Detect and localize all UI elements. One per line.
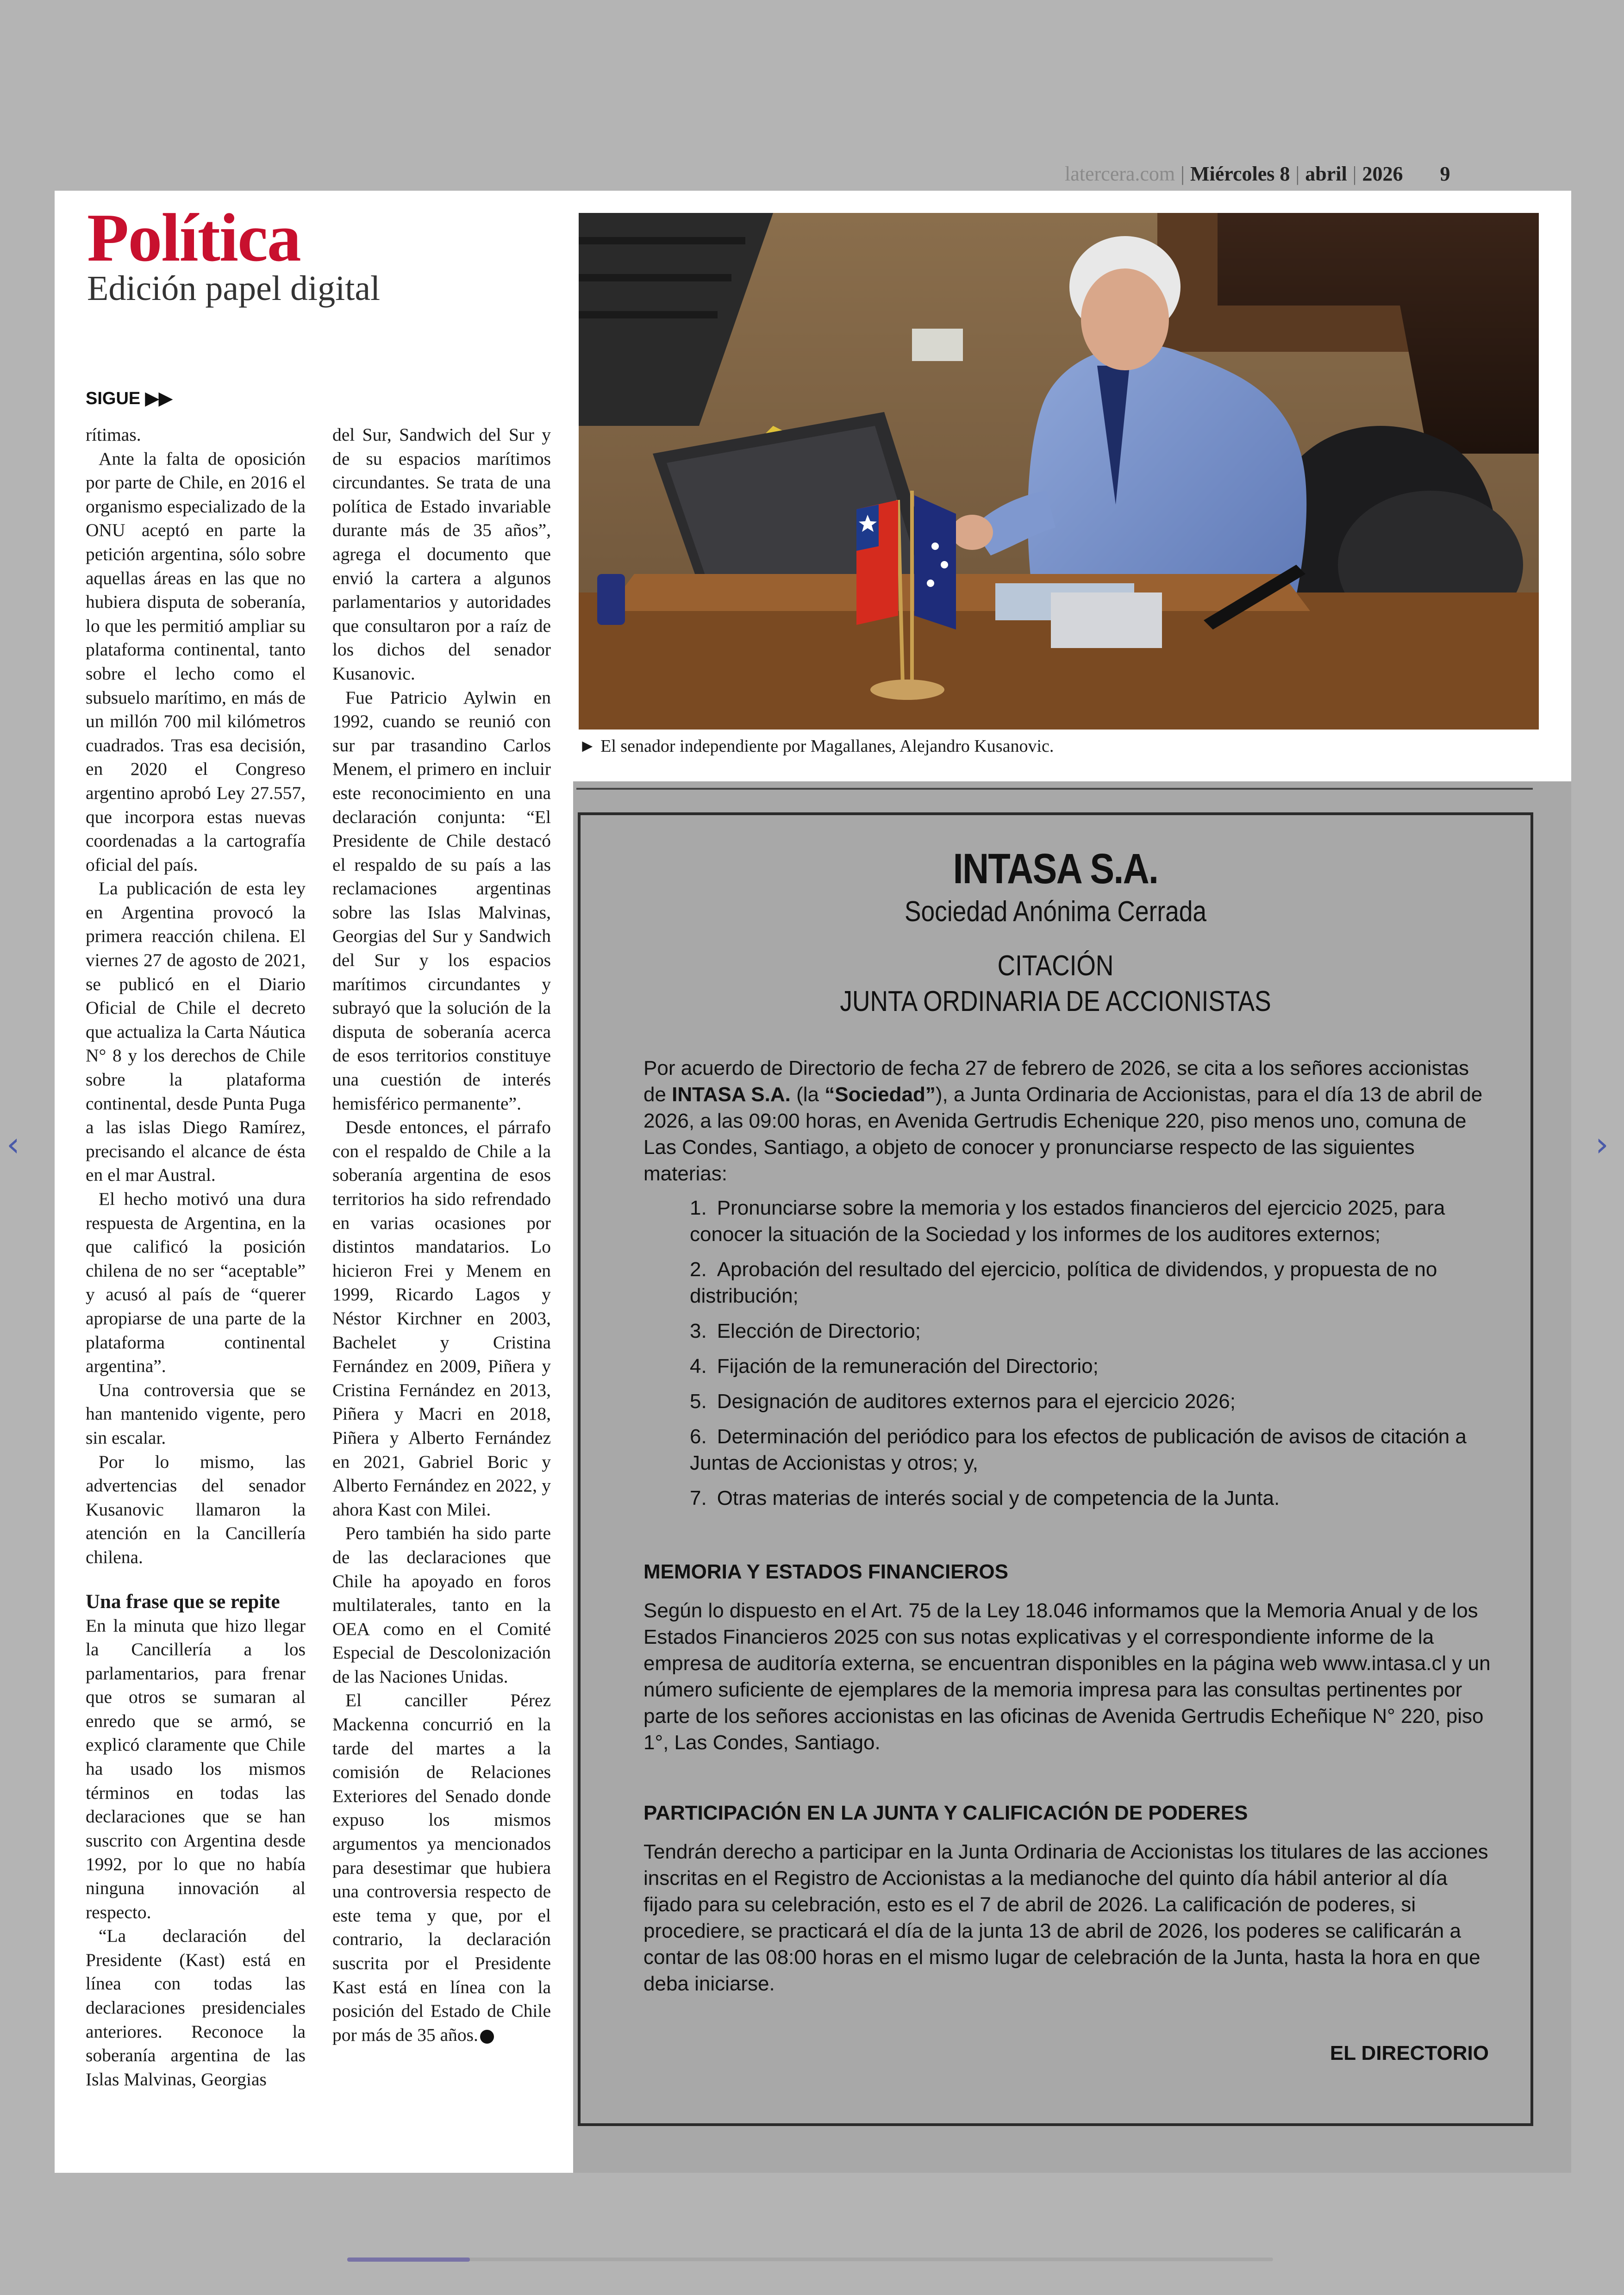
article-paragraph-last <box>332 1689 551 2047</box>
notice-company: INTASA S.A. <box>953 845 1158 892</box>
article-paragraph: del Sur, Sandwich del Sur y de su espacios marítimos circundantes. Se trata de una política de Estado invariable durante más de 35 años”, agrega el documento que envió la cartera a algunos parlamentarios y autoridades que consultaron por a raíz de los dichos del senador Kusanovic. <box>332 424 551 684</box>
notice-intro-text: (la <box>790 1083 825 1106</box>
article-paragraph: “La declaración del Presidente (Kast) está en línea con todas las declaraciones presidenciales anteriores. Reconoce la soberanía argentina de las Islas Malvinas, Georgias <box>86 1926 306 2089</box>
agenda-item-number: 5. <box>690 1390 707 1413</box>
article-paragraph: Pero también ha sido parte de las declaraciones que Chile ha apoyado en foros multilaterales, tanto en la OEA como en el Comité Especial de Descolonización de las Naciones Unidas. <box>332 1523 551 1687</box>
continue-label: SIGUE ▶▶ <box>86 389 173 408</box>
notice-meeting-title: JUNTA ORDINARIA DE ACCIONISTAS <box>840 985 1271 1017</box>
header-weekday: Miércoles 8 <box>1190 162 1290 185</box>
photo-caption: ► El senador independiente por Magallanes, Alejandro Kusanovic. <box>579 736 1054 756</box>
agenda-list <box>690 1195 1491 1520</box>
notice-signature: EL DIRECTORIO <box>1330 2042 1489 2064</box>
agenda-item-text: Otras materias de interés social y de competencia de la Junta. <box>717 1487 1280 1509</box>
notice-intro-text: ), a Junta Ordinaria de Accionistas, para el día 13 de abril de 2026, a las 09:00 horas, en Avenida Gertrudis Echenique 220, piso menos uno, comuna de Las Condes, Santiago, a objeto de conocer y pronunciarse respecto de las siguientes materias: <box>643 1083 1483 1185</box>
agenda-item-text: Aprobación del resultado del ejercicio, política de dividendos, y propuesta de no distribución; <box>690 1258 1437 1307</box>
article-column-1 <box>86 423 306 2091</box>
article-photo <box>579 213 1539 730</box>
end-of-article-icon <box>480 2030 494 2044</box>
agenda-item-number: 1. <box>690 1197 707 1219</box>
section-title: Política <box>87 200 300 276</box>
header-separator: | <box>1352 162 1357 185</box>
memoria-text: Según lo dispuesto en el Art. 75 de la Ley 18.046 informamos que la Memoria Anual y de los Estados Financieros 2025 con sus notas explicativas y el correspondiente informe de la empresa de auditoría externa, se encuentran disponibles en la página web www.intasa.cl y un número suficiente de ejemplares de la memoria impresa para las consultas pertinentes por parte de los señores accionistas en las oficinas de Avenida Gertrudis Echeñique N° 220, piso 1°, Las Condes, Santiago. <box>643 1599 1491 1754</box>
agenda-item-text: Fijación de la remuneración del Directorio; <box>717 1355 1099 1378</box>
chevron-left-icon[interactable]: ‹ <box>6 1125 20 1164</box>
notice-intro <box>643 1055 1491 1187</box>
page-number: 9 <box>1440 162 1450 185</box>
page-header <box>1065 160 1555 187</box>
agenda-item <box>690 1318 1491 1344</box>
memoria-heading: MEMORIA Y ESTADOS FINANCIEROS <box>643 1560 1009 1583</box>
article-paragraph: Por lo mismo, las advertencias del senador Kusanovic llamaron la atención en la Cancillería chilena. <box>86 1451 306 1567</box>
agenda-item-number: 2. <box>690 1258 707 1281</box>
notice-company-type: Sociedad Anónima Cerrada <box>904 896 1207 928</box>
header-year: 2026 <box>1362 162 1403 185</box>
notice-intro-company: INTASA S.A. <box>672 1083 791 1106</box>
agenda-item-number: 7. <box>690 1487 707 1509</box>
agenda-item-text: Pronunciarse sobre la memoria y los estados financieros del ejercicio 2025, para conocer la situación de la Sociedad y los informes de los auditores externos; <box>690 1197 1445 1246</box>
agenda-item <box>690 1485 1491 1511</box>
agenda-item-number: 4. <box>690 1355 707 1378</box>
agenda-item-number: 6. <box>690 1425 707 1448</box>
senator-photo-illustration <box>579 213 1539 730</box>
section-subtitle: Edición papel digital <box>87 269 381 308</box>
header-separator: | <box>1295 162 1300 185</box>
notice-intro-text: Por acuerdo de Directorio de fecha 27 de febrero de 2026, se cita a los señores accionistas de <box>643 1057 1469 1106</box>
shareholder-meeting-notice <box>578 812 1533 2126</box>
header-separator: | <box>1181 162 1185 185</box>
agenda-item-text: Designación de auditores externos para el ejercicio 2026; <box>717 1390 1236 1413</box>
notice-divider <box>576 788 1533 790</box>
agenda-item <box>690 1195 1491 1247</box>
agenda-item <box>690 1256 1491 1309</box>
agenda-item <box>690 1423 1491 1476</box>
article-paragraph: Una controversia que se han mantenido vigente, pero sin escalar. <box>86 1379 306 1448</box>
article-subhead: Una frase que se repite <box>86 1590 280 1613</box>
notice-intro-sociedad: “Sociedad” <box>824 1083 936 1106</box>
article-paragraph: Fue Patricio Aylwin en 1992, cuando se reunió con sur par trasandino Carlos Menem, el primero en incluir este reconocimiento en una declaración conjunta: “El Presidente de Chile destacó el respaldo de su país a las reclamaciones argentinas sobre las Islas Malvinas, Georgias del Sur y Sandwich del Sur y los espacios marítimos circundantes y subrayó que la solución de la disputa de soberanía acerca de esos territorios constituye una cuestión de interés hemisférico permanente”. <box>332 687 551 1114</box>
notice-citation: CITACIÓN <box>997 950 1114 982</box>
participacion-heading: PARTICIPACIÓN EN LA JUNTA Y CALIFICACIÓN DE PODERES <box>643 1802 1248 1824</box>
agenda-item-number: 3. <box>690 1320 707 1342</box>
article-paragraph: Desde entonces, el párrafo con el respaldo de Chile a la soberanía argentina de esos territorios ha sido refrendado en varias ocasiones por distintos mandatarios. Lo hicieron Frei y Menem en 1999, Ricardo Lagos y Néstor Kirchner en 2003, Bachelet y Cristina Fernández en 2009, Piñera y Cristina Fernández en 2013, Piñera y Macri en 2018, Piñera y Alberto Fernández en 2021, Gabriel Boric y Alberto Fernández en 2022, y ahora Kast con Milei. <box>332 1117 551 1520</box>
article-paragraph: El hecho motivó una dura respuesta de Argentina, en la que calificó la posición chilena de no ser “aceptable” y acusó al país de “querer apropiarse de una parte de la plataforma continental argentina”. <box>86 1189 306 1377</box>
article-paragraph: La publicación de esta ley en Argentina provocó la primera reacción chilena. El viernes 27 de agosto de 2021, se publicó en el Diario Oficial de Chile el decreto que actualiza la Carta Náutica N° 8 y los derechos de Chile sobre la plataforma continental, desde Punta Puga a las islas Diego Ramírez, precisando el alcance de ésta en el mar Austral. <box>86 878 306 1185</box>
agenda-item <box>690 1388 1491 1415</box>
article-paragraph-text: El canciller Pérez Mackenna concurrió en la tarde del martes a la comisión de Relaciones Exteriores del Senado donde expuso los mismos argumentos ya mencionados para desestimar que hubiera una controversia respecto de este tema y que, por el contrario, la declaración suscrita por el Presidente Kast está en línea con la posición del Estado de Chile por más de 35 años. <box>332 1690 551 2045</box>
agenda-item-text: Determinación del periódico para los efectos de publicación de avisos de citación a Juntas de Accionistas y otros; y, <box>690 1425 1467 1474</box>
page-scroll-thumb[interactable] <box>347 2258 470 2262</box>
article-column-2 <box>332 423 551 2047</box>
agenda-item <box>690 1353 1491 1379</box>
article-paragraph: Ante la falta de oposición por parte de Chile, en 2016 el organismo especializado de la ONU aceptó en parte la petición argentina, sólo sobre aquellas áreas en las que no hubiera disputa de soberanía, lo que les permitió ampliar su plataforma continental, tanto sobre el lecho como el subsuelo marítimo, en más de un millón 700 mil kilómetros cuadrados. Tras esa decisión, en 2020 el Congreso argentino aprobó Ley 27.557, que incorpora estas nuevas coordenadas a la cartografía oficial del país. <box>86 448 306 875</box>
site-name[interactable]: latercera.com <box>1065 162 1175 185</box>
agenda-item-text: Elección de Directorio; <box>717 1320 921 1342</box>
chevron-right-icon[interactable]: › <box>1595 1125 1609 1164</box>
article-paragraph: rítimas. <box>86 424 141 445</box>
page-scroll-track[interactable] <box>347 2258 1273 2261</box>
participacion-text: Tendrán derecho a participar en la Junta Ordinaria de Accionistas los titulares de las acciones inscritas en el Registro de Accionistas a la medianoche del quinto día hábil anterior al día fijado para su celebración, esto es el 7 de abril de 2026. La calificación de poderes, si procediere, se practicará el día de la junta 13 de abril de 2026, los poderes se calificarán a contar de las 08:00 horas en el mismo lugar de celebración de la Junta, hasta la hora en que deba iniciarse. <box>643 1840 1488 1995</box>
header-month: abril <box>1305 162 1347 185</box>
article-paragraph: En la minuta que hizo llegar la Cancillería a los parlamentarios, para frenar que otros se sumaran al enredo que se armó, se explicó claramente que Chile ha usado los mismos términos en todas las declaraciones que se han suscrito con Argentina desde 1992, por lo que no había ninguna innovación al respecto. <box>86 1615 306 1922</box>
